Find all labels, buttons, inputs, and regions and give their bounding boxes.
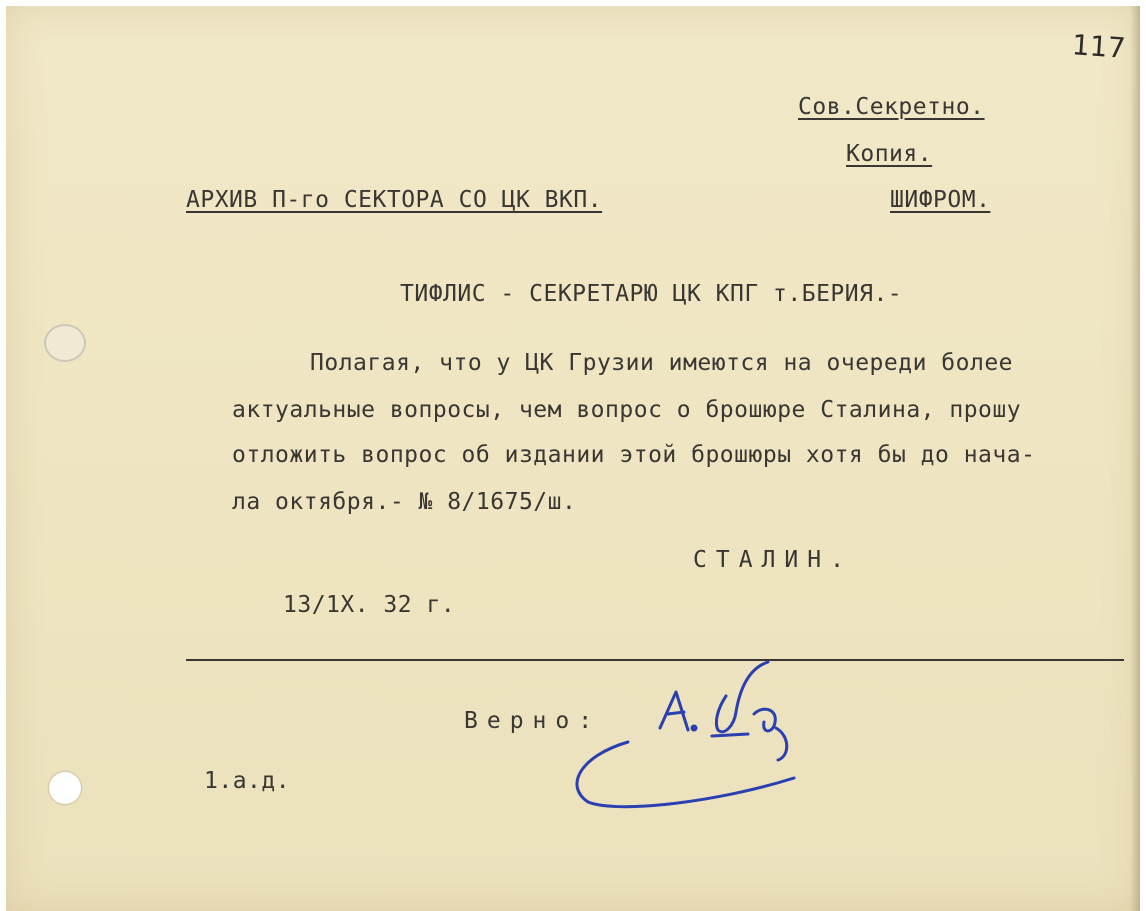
cipher-mark: ШИФРОМ. [890,187,991,213]
page-number: 117 [1070,28,1127,65]
handwritten-signature [568,656,808,816]
addressee-line: ТИФЛИС - СЕКРЕТАРЮ ЦК КПГ т.БЕРИЯ.- [400,281,903,307]
page-edge-shadow [1130,6,1140,911]
certification-label: Верно: [464,708,602,734]
classification-stamp: Сов.Секретно. [798,94,985,120]
body-line: ла октября.- № 8/1675/ш. [232,489,577,515]
copy-mark: Копия. [846,141,933,167]
punch-hole [49,772,81,804]
signer-name: СТАЛИН. [693,547,853,573]
staple-hole [44,324,86,362]
body-line: Полагая, что у ЦК Грузии имеются на очереди более [310,350,1014,376]
body-line: актуальные вопросы, чем вопрос о брошюре Сталина, прошу [232,397,1022,423]
copy-count: 1.а.д. [204,768,291,794]
body-line: отложить вопрос об издании этой брошюры хотя бы до нача- [232,442,1036,468]
document-date: 13/1X. 32 г. [283,592,456,618]
archive-heading: АРХИВ П-го СЕКТОРА СО ЦК ВКП. [186,187,603,213]
